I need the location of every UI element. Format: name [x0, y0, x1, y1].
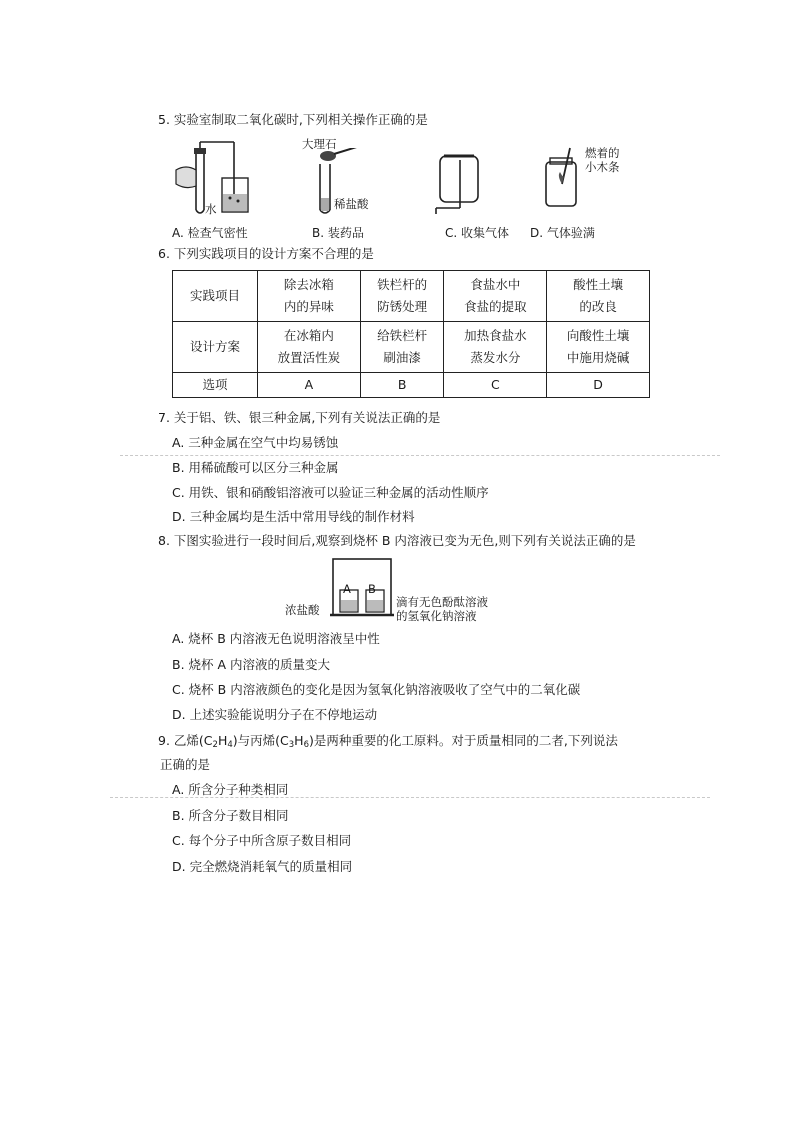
project-cell-c: 食盐水中 食盐的提取	[444, 271, 547, 322]
q8-figure-beakers	[330, 556, 396, 620]
scan-noise-line	[120, 455, 720, 456]
q7-option-c: C. 用铁、银和硝酸铝溶液可以验证三种金属的活动性顺序	[172, 485, 489, 500]
q8-right-label-line2: 的氢氧化钠溶液	[396, 609, 477, 623]
q8-option-b: B. 烧杯 A 内溶液的质量变大	[172, 657, 331, 672]
plan-cell-b: 给铁栏杆 刷油漆	[360, 322, 444, 373]
q5-option-d: D. 气体验满	[530, 226, 595, 240]
plan-cell-c: 加热食盐水 蒸发水分	[444, 322, 547, 373]
table-row-projects	[173, 271, 650, 322]
q7-option-d: D. 三种金属均是生活中常用导线的制作材料	[172, 509, 415, 524]
q8-beaker-a-label: A	[343, 582, 351, 596]
q8-stem: 8. 下图实验进行一段时间后,观察到烧杯 B 内溶液已变为无色,则下列有关说法正确的是	[158, 533, 636, 548]
q8-left-label: 浓盐酸	[285, 603, 320, 617]
q7-option-a: A. 三种金属在空气中均易锈蚀	[172, 435, 339, 450]
q8-right-label-line1: 滴有无色酚酞溶液	[396, 595, 488, 609]
q5-marble-label: 大理石	[302, 137, 337, 151]
scan-noise-line	[110, 797, 710, 798]
q8-option-a: A. 烧杯 B 内溶液无色说明溶液呈中性	[172, 631, 380, 646]
q9-option-b: B. 所含分子数目相同	[172, 808, 289, 823]
q9-option-d: D. 完全燃烧消耗氧气的质量相同	[172, 859, 353, 874]
q5-option-a: A. 检查气密性	[172, 226, 248, 240]
letter-cell-c: C	[444, 373, 547, 398]
plan-cell-a: 在冰箱内 放置活性炭	[258, 322, 361, 373]
row-header-option: 选项	[173, 373, 258, 398]
q5-stem: 5. 实验室制取二氧化碳时,下列相关操作正确的是	[158, 112, 428, 127]
q5-option-b: B. 装药品	[312, 226, 364, 240]
q9-option-c: C. 每个分子中所含原子数目相同	[172, 833, 352, 848]
table-row-plans	[173, 322, 650, 373]
q5-figure-d-full-check	[540, 146, 590, 216]
q5-option-c: C. 收集气体	[445, 226, 510, 240]
q9-stem-line2: 正确的是	[160, 757, 211, 772]
project-cell-a: 除去冰箱 内的异味	[258, 271, 361, 322]
q5-stick-label-line1: 燃着的	[585, 146, 620, 160]
letter-cell-d: D	[547, 373, 650, 398]
q5-acid-label: 稀盐酸	[334, 197, 369, 211]
project-cell-d: 酸性土壤 的改良	[547, 271, 650, 322]
plan-cell-d: 向酸性土壤 中施用烧碱	[547, 322, 650, 373]
q7-stem: 7. 关于铝、铁、银三种金属,下列有关说法正确的是	[158, 410, 441, 425]
q5-water-label: 水	[205, 202, 217, 216]
q5-figure-c-collect-gas	[430, 150, 490, 220]
q7-option-b: B. 用稀硫酸可以区分三种金属	[172, 460, 339, 475]
table-row-letters	[173, 373, 650, 398]
letter-cell-a: A	[258, 373, 361, 398]
q6-stem: 6. 下列实践项目的设计方案不合理的是	[158, 246, 374, 261]
q9-option-a: A. 所含分子种类相同	[172, 782, 289, 797]
q8-option-d: D. 上述实验能说明分子在不停地运动	[172, 707, 378, 722]
q6-practice-table	[172, 270, 650, 398]
letter-cell-b: B	[360, 373, 444, 398]
q8-option-c: C. 烧杯 B 内溶液颜色的变化是因为氢氧化钠溶液吸收了空气中的二氧化碳	[172, 682, 581, 697]
row-header-plan: 设计方案	[173, 322, 258, 373]
project-cell-b: 铁栏杆的 防锈处理	[360, 271, 444, 322]
q9-stem: 9. 乙烯$(C_2H_4)$与丙烯$(C_3H_6)$是两种重要的化工原料。对于质量相同的二者,下列说法	[158, 733, 618, 750]
q5-stick-label-line2: 小木条	[585, 160, 620, 174]
row-header-project: 实践项目	[173, 271, 258, 322]
q8-beaker-b-label: B	[368, 582, 376, 596]
